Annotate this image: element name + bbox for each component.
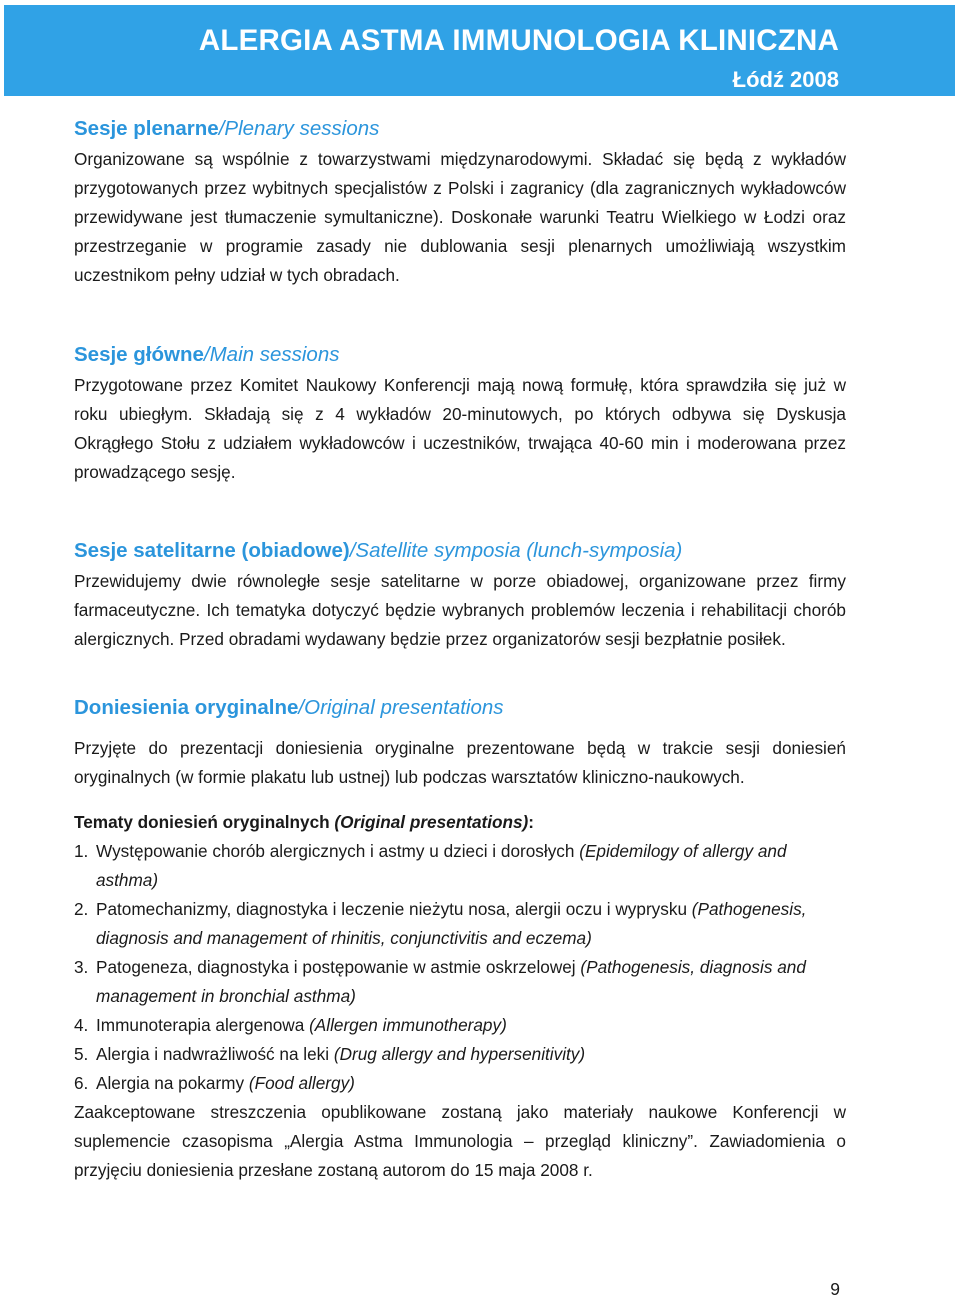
- section-main: [74, 339, 846, 487]
- item-text-pl: Patogeneza, diagnostyka i postępowanie w astmie oskrzelowej: [96, 957, 581, 977]
- section-plenary: [74, 113, 846, 290]
- item-number: 4.: [74, 1015, 89, 1035]
- section-original: [74, 692, 846, 792]
- item-number: 1.: [74, 841, 89, 861]
- topics-heading-en: (Original presentations): [334, 812, 529, 832]
- item-text-pl: Immunoterapia alergenowa: [96, 1015, 310, 1035]
- list-item: [74, 1011, 846, 1040]
- section-heading: [74, 113, 846, 145]
- item-text-en: (Epidemilogy of allergy and asthma): [96, 841, 787, 890]
- item-text-en: (Pathogenesis, diagnosis and management of rhinitis, conjunctivitis and eczema): [96, 899, 807, 948]
- item-text-en: (Allergen immunotherapy): [309, 1015, 507, 1035]
- closing-paragraph: Zaakceptowane streszczenia opublikowane zostaną jako materiały naukowe Konferencji w suplemencie czasopisma „Alergia Astma Immunologia – przegląd kliniczny”. Zawiadomienia o przyjęciu doniesienia przesłane zostaną autorom do 15 maja 2008 r.: [74, 1102, 846, 1180]
- item-number: 2.: [74, 899, 89, 919]
- section-heading: [74, 535, 846, 567]
- journal-title: ALERGIA ASTMA IMMUNOLOGIA KLINICZNA: [198, 24, 839, 57]
- section-body: Przewidujemy dwie równoległe sesje satelitarne w porze obiadowej, organizowane przez firmy farmaceutyczne. Ich tematyka dotyczyć będzie wybranych problemów leczenia i rehabilitacji chorób alergicznych. Przed obradami wydawany będzie przez organizatorów sesji bezpłatnie posiłek.: [74, 571, 846, 649]
- item-text-en: (Food allergy): [248, 1073, 355, 1093]
- item-number: 6.: [74, 1073, 89, 1093]
- item-text-pl: Patomechanizmy, diagnostyka i leczenie nieżytu nosa, alergii oczu i wyprysku: [96, 899, 692, 919]
- list-item: [74, 895, 846, 953]
- heading-en: /Satellite symposia (lunch-symposia): [349, 539, 683, 562]
- item-text-en: (Pathogenesis, diagnosis and management in bronchial asthma): [96, 957, 806, 1006]
- item-text-en: (Drug allergy and hypersenitivity): [333, 1044, 586, 1064]
- topics-heading-end: :: [528, 812, 535, 832]
- item-text-pl: Alergia i nadwrażliwość na leki: [96, 1044, 334, 1064]
- heading-pl: Sesje główne: [74, 343, 204, 366]
- list-item: [74, 1040, 846, 1069]
- section-body: Organizowane są wspólnie z towarzystwami międzynarodowymi. Składać się będą z wykładów przygotowanych przez wybitnych specjalistów z Polski i zagranicy (dla zagranicznych wykładowców przewidywane jest tłumaczenie symultaniczne). Doskonałe warunki Teatru Wielkiego w Łodzi oraz przestrzeganie w programie zasady nie dublowania sesji plenarnych umożliwiają wszystkim uczestnikom pełny udział w tych obradach.: [74, 149, 846, 285]
- page-number: 9: [830, 1279, 840, 1299]
- item-text-pl: Alergia na pokarmy: [96, 1073, 249, 1093]
- list-item: [74, 1069, 846, 1098]
- header-banner: [4, 5, 955, 96]
- topics-heading: [74, 808, 846, 837]
- section-body: Przygotowane przez Komitet Naukowy Konferencji mają nową formułę, która sprawdziła się już w roku ubiegłym. Składają się z 4 wykładów 20-minutowych, po których odbywa się Dyskusja Okrągłego Stołu z udziałem wykładowców i uczestników, trwająca 40-60 min i moderowana przez prowadzącego sesję.: [74, 375, 846, 482]
- item-number: 3.: [74, 957, 89, 977]
- topics-heading-pl: Tematy doniesień oryginalnych: [74, 812, 335, 832]
- heading-en: /Main sessions: [203, 343, 340, 366]
- section-body: Przyjęte do prezentacji doniesienia oryginalne prezentowane będą w trakcie sesji doniesień oryginalnych (w formie plakatu lub ustnej) lub podczas warsztatów kliniczno-naukowych.: [74, 738, 846, 787]
- list-item: [74, 953, 846, 1011]
- section-heading: [74, 339, 846, 371]
- heading-pl: Sesje plenarne: [74, 117, 219, 140]
- item-number: 5.: [74, 1044, 89, 1064]
- conference-location-year: Łódź 2008: [732, 67, 839, 92]
- item-text-pl: Występowanie chorób alergicznych i astmy u dzieci i dorosłych: [96, 841, 580, 861]
- heading-pl: Doniesienia oryginalne: [74, 696, 299, 719]
- section-heading: [74, 692, 846, 724]
- heading-en: /Original presentations: [298, 696, 504, 719]
- list-item: [74, 837, 846, 895]
- page-content: [74, 113, 846, 1185]
- topics-list: [74, 837, 846, 1098]
- heading-en: /Plenary sessions: [218, 117, 380, 140]
- heading-pl: Sesje satelitarne (obiadowe): [74, 539, 350, 562]
- section-satellite: [74, 535, 846, 654]
